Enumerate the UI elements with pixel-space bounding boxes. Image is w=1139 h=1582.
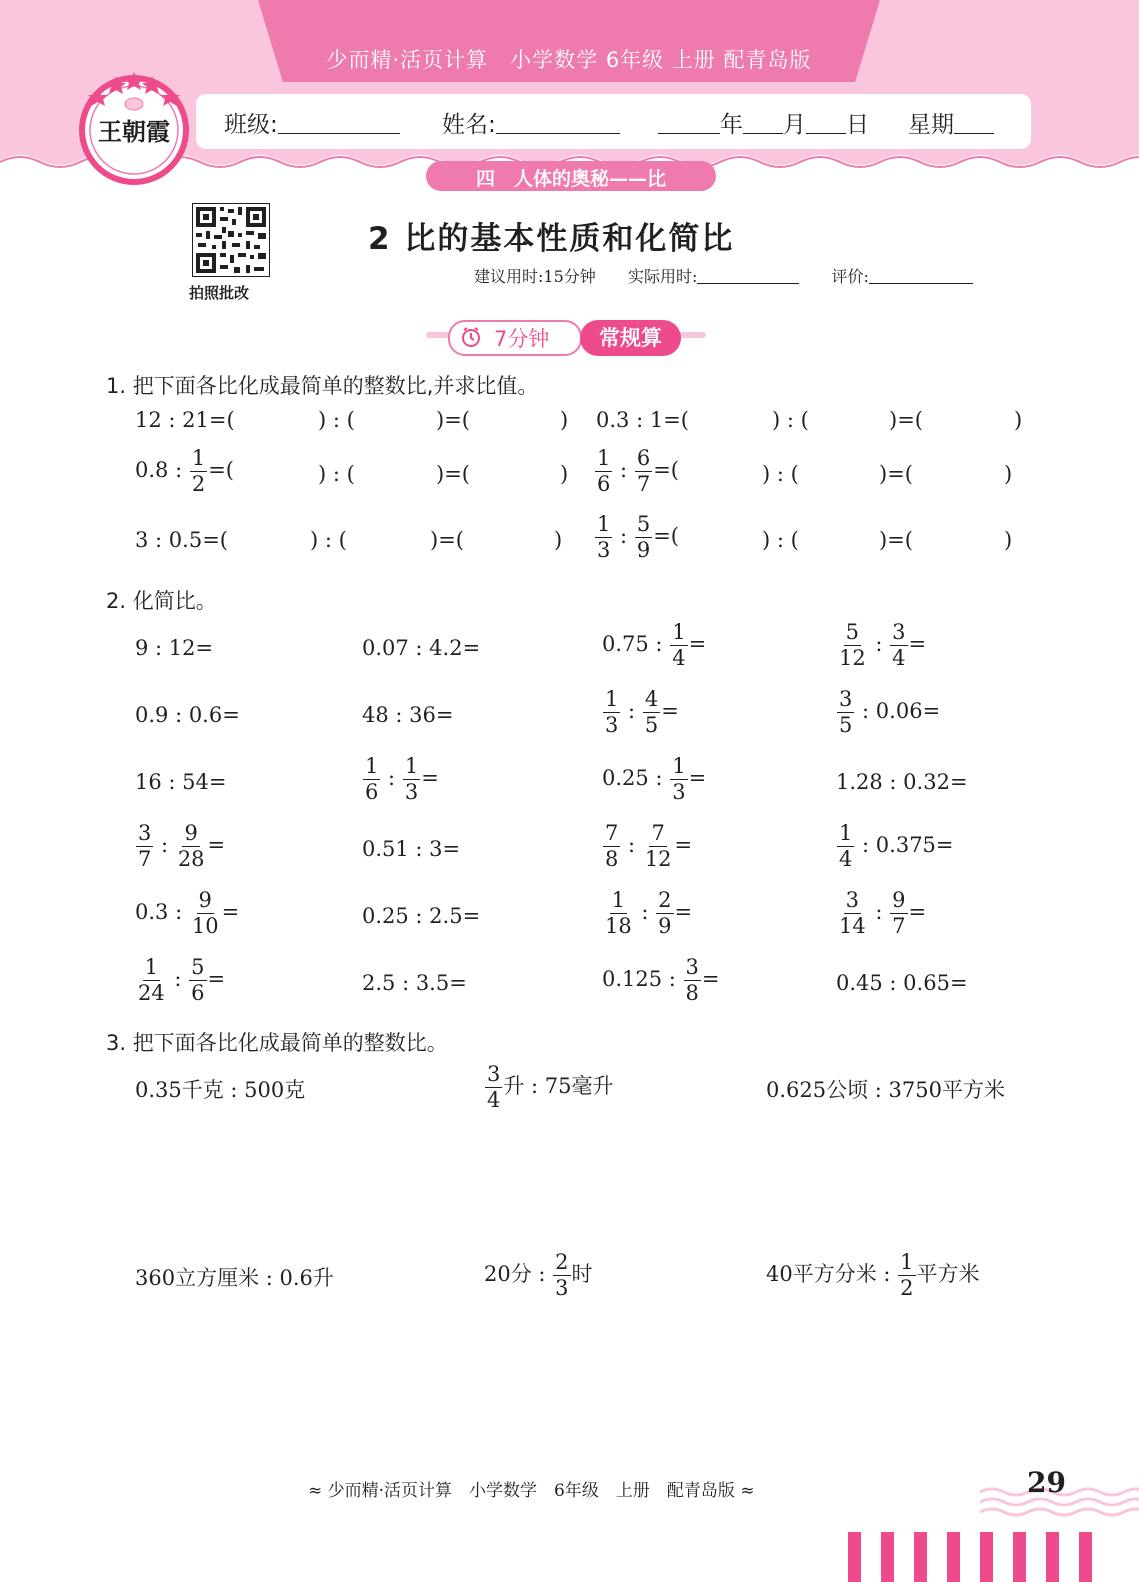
q1-item-b: 0.3 : 1=( [596, 408, 689, 432]
q1-blank[interactable]: ) : ( [762, 528, 799, 552]
q2-item: $\frac{3}{14}$ : $\frac{9}{7}$ = [839, 888, 927, 938]
q1-blank[interactable]: )=( [436, 462, 470, 486]
q1-blank[interactable]: ) : ( [318, 462, 355, 486]
q1-blank[interactable]: )=( [889, 408, 923, 432]
evaluation-blank[interactable] [869, 267, 973, 284]
day-blank[interactable] [806, 111, 846, 134]
class-blank[interactable] [278, 111, 400, 134]
q3-item: $\frac{3}{4}$ 升 : 75毫升 [487, 1062, 614, 1112]
q1-item-a: 12 : 21=( [135, 408, 235, 432]
year-blank[interactable] [658, 111, 720, 134]
footer-text: ≈ 少而精·活页计算 小学数学 6年级 上册 配青岛版 ≈ [308, 1481, 755, 1501]
section-tag: 常规算 [599, 326, 662, 350]
name-field[interactable]: 姓名: [442, 106, 620, 139]
weekday-blank[interactable] [954, 111, 994, 134]
q1-blank[interactable]: )=( [879, 462, 913, 486]
page-number: 29 [1027, 1466, 1066, 1499]
q2-item: 0.9 : 0.6= [135, 703, 240, 727]
actual-time-blank[interactable] [697, 267, 799, 284]
q2-item: 0.07 : 4.2= [362, 636, 481, 660]
footer-stripe [881, 1532, 894, 1582]
time-info: 建议用时:15分钟 实际用时: 评价: [474, 264, 973, 287]
q2-item: 2.5 : 3.5= [362, 971, 467, 995]
q1-blank[interactable]: ) : ( [310, 528, 347, 552]
q1-item-c: 0.8 : $\frac{1}{2}$ =( [135, 446, 234, 496]
q1-blank[interactable]: ) [1014, 408, 1023, 432]
q2-item: 1.28 : 0.32= [836, 770, 968, 794]
q2-item: 0.25 : 2.5= [362, 904, 481, 928]
q2-item: $\frac{5}{12}$ : $\frac{3}{4}$ = [839, 620, 927, 670]
footer-stripe [1079, 1532, 1092, 1582]
q2-item: $\frac{1}{4}$ : 0.375= [839, 821, 954, 871]
footer-stripe [947, 1532, 960, 1582]
section-time: 7分钟 [494, 327, 550, 351]
month-blank[interactable] [743, 111, 783, 134]
qr-label: 拍照批改 [189, 284, 250, 302]
footer-stripe [914, 1532, 927, 1582]
q2-item: 0.51 : 3= [362, 837, 461, 861]
q1-blank[interactable]: ) [1004, 528, 1013, 552]
q1-blank[interactable]: ) [560, 462, 569, 486]
q3-item: 0.35千克 : 500克 [135, 1078, 306, 1102]
lesson-title: 2 比的基本性质和化简比 [368, 221, 735, 257]
q1-item-e: 3 : 0.5=( [135, 528, 228, 552]
q2-item: 9 : 12= [135, 636, 214, 660]
q1-blank[interactable]: ) [1004, 462, 1013, 486]
q2-item: 0.25 : $\frac{1}{3}$ = [602, 754, 707, 804]
unit-title: 四 人体的奥秘——比 [475, 168, 666, 190]
weekday-field[interactable]: 星期 [908, 106, 994, 139]
q1-blank[interactable]: ) : ( [762, 462, 799, 486]
q2-item: $\frac{1}{24}$ : $\frac{5}{6}$ = [138, 955, 226, 1005]
footer-stripe [1046, 1532, 1059, 1582]
q2-item: $\frac{3}{7}$ : $\frac{9}{28}$ = [138, 821, 226, 871]
alarm-clock-icon [460, 326, 482, 348]
q1-blank[interactable]: ) : ( [318, 408, 355, 432]
q3-item: 40平方分米 : $\frac{1}{2}$ 平方米 [766, 1250, 980, 1300]
q2-item: 0.45 : 0.65= [836, 971, 968, 995]
q2-item: 0.75 : $\frac{1}{4}$ = [602, 620, 707, 670]
q2-item: $\frac{1}{18}$ : $\frac{2}{9}$ = [605, 888, 693, 938]
footer-stripe [848, 1532, 861, 1582]
q2-item: 0.3 : $\frac{9}{10}$ = [135, 888, 240, 938]
q1-blank[interactable]: ) [554, 528, 563, 552]
name-blank[interactable] [496, 111, 620, 134]
q1-blank[interactable]: ) [560, 408, 569, 432]
q2-item: 0.125 : $\frac{3}{8}$ = [602, 955, 720, 1005]
book-title: 少而精·活页计算 小学数学 6年级 上册 配青岛版 [326, 48, 812, 72]
q1-blank[interactable]: )=( [436, 408, 470, 432]
q1-item-d: $\frac{1}{6}$ : $\frac{6}{7}$ =( [597, 446, 679, 496]
footer-stripe [1013, 1532, 1026, 1582]
q2-item: $\frac{7}{8}$ : $\frac{7}{12}$ = [605, 821, 693, 871]
q3-item: 360立方厘米 : 0.6升 [135, 1266, 334, 1290]
q1-blank[interactable]: )=( [430, 528, 464, 552]
logo-text: 王朝霞 [98, 117, 170, 146]
date-field[interactable]: 年 月 日 [658, 106, 869, 139]
q2-item: 16 : 54= [135, 770, 227, 794]
q2-item: 48 : 36= [362, 703, 454, 727]
q1-blank[interactable]: )=( [879, 528, 913, 552]
q2-item: $\frac{1}{6}$ : $\frac{1}{3}$ = [365, 754, 439, 804]
q3-item: 0.625公顷 : 3750平方米 [766, 1078, 1005, 1102]
q2-item: $\frac{3}{5}$ : 0.06= [839, 687, 941, 737]
q2-item: $\frac{1}{3}$ : $\frac{4}{5}$ = [605, 687, 679, 737]
question-2-title: 2. 化简比。 [106, 589, 217, 613]
footer-stripe [980, 1532, 993, 1582]
qr-code-icon[interactable] [192, 203, 270, 277]
q1-item-f: $\frac{1}{3}$ : $\frac{5}{9}$ =( [597, 512, 679, 562]
q3-item: 20分 : $\frac{2}{3}$ 时 [484, 1250, 593, 1300]
class-field[interactable]: 班级: [224, 106, 400, 139]
q1-blank[interactable]: ) : ( [772, 408, 809, 432]
question-1-title: 1. 把下面各比化成最简单的整数比,并求比值。 [106, 374, 539, 398]
question-3-title: 3. 把下面各比化成最简单的整数比。 [106, 1031, 448, 1055]
